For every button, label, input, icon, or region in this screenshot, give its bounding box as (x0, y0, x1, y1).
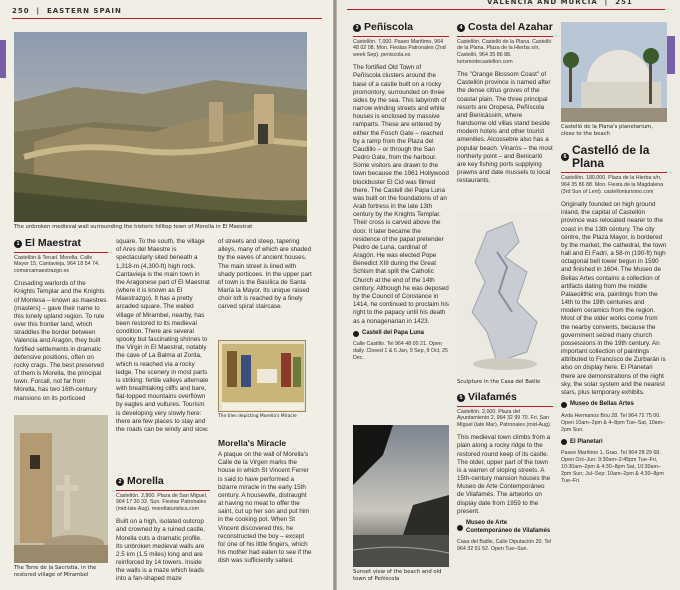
castell-head: Castell del Papa Luna (353, 330, 449, 338)
museo-bellas-artes-info: Avda Hermanos Bou 28. Tel 964 72 75 00. Open 10am–2pm & 4–8pm Tue–Sat, 10am–2pm Sun. (561, 412, 665, 433)
entry-number: 2 (116, 478, 124, 486)
tower-photo-caption: The Torre de la Sacristía, in the restored village of Mirambel (14, 565, 97, 578)
sculpture-caption: Sculpture in the Casa del Batlle (457, 379, 541, 385)
sight-icon (457, 525, 463, 531)
morella-text-continued: of streets and steep, tapering alleys, many of which are shaded by the eaves of ancient houses. The main street is lined with shady porticoes. In the upper part of town is the Basílica de Santa María la Mayor. Its unique raised choir loft is reached by a finely carved spiral staircase. (218, 238, 312, 311)
morella-walls-photo (14, 32, 307, 222)
miracle-box (218, 436, 312, 567)
peniscola-sunset-photo (353, 425, 449, 567)
left-column-1 (14, 238, 108, 405)
museo-bellas-artes-head: Museo de Bellas Artes (561, 401, 667, 409)
left-page (0, 0, 333, 590)
morella-entry (116, 476, 210, 586)
left-column-2 (116, 238, 210, 436)
vilafames-entry (457, 392, 553, 558)
right-running-head: VALENCIA AND MURCIA | 251 (487, 0, 633, 6)
planetari-info: Paseo Marítimo 1, Grao. Tel 964 28 29 68. Open Oct–Jun: 9:30am–2:45pm Tue–Fri, 10:30am–2pm & 4:30–8pm Sat, 10:30am–2pm Sun; Jul–Sep: 10am–2pm & 4:30–8pm Tue–Fri. (561, 450, 664, 484)
left-column-3 (218, 238, 312, 314)
museo-vilafames-head: Museo de Arte Contemporáneo de Vilafamés (457, 520, 553, 536)
morella-text: Built on a high, isolated outcrop and crowned by a ruined castle, Morella cuts a dramatic profile. Its unbroken medieval walls are 2.5 km (1.5 miles) long and are reinforced by 14 towers. Inside the walls is a maze which leads into a fan-shaped maze (116, 518, 205, 583)
entry-number: 1 (14, 240, 22, 248)
peniscola-title: 3 Peñíscola (353, 22, 449, 34)
left-running-head: 250 | EASTERN SPAIN (12, 7, 122, 15)
planetarium-caption: Castelló de la Plana's planetarium, close to the beach (561, 124, 653, 137)
right-head-rule (347, 9, 665, 10)
vilafames-info: Castellón. 2,000. Plaza del Ayuntamiento 2, 964 32 99 70. Fri. San Miguel (late Mar), Patronales (mid-Aug). (457, 406, 553, 430)
entry-number: 3 (353, 24, 361, 32)
planetari-head: El Planetari (561, 439, 667, 447)
chapter-tab-left (0, 40, 6, 78)
museo-vilafames-info: Casa del Batlle, Calle Diputación 20. Tel 964 32 91 52. Open Tue–Sun. (457, 539, 552, 553)
mirambel-tower-photo (14, 415, 108, 563)
sculpture-photo (457, 212, 553, 377)
castello-title: 6 Castelló de la Plana (561, 144, 667, 170)
right-column-1 (353, 22, 449, 367)
right-column-3 (561, 144, 667, 490)
vilafames-text: This medieval town climbs from a plain along a rocky ridge to the restored round keep of its castle. The older, upper part of the town is a warren of sloping streets. A 15th-century mansion houses the Museo de Arte Contemporáneo de Vilafamés. The artworks on display date from 1959 to the present. (457, 434, 551, 515)
sight-icon (353, 331, 359, 337)
sight-icon (561, 439, 567, 445)
morella-miracle-tiles (218, 340, 306, 412)
miracle-text: A plaque on the wall of Morella's Calle de la Virgen marks the house in which St Vincent Ferrer is said to have performed a bizarre miracle in the early 15th century. A housewife, distraught at having no meat to offer the saint, cut up her son and put him in the cooking pot. When St Vincent discovered this, he reconstructed the boy – except for one of his little fingers, which his mother had eaten to see if the dish was sufficiently salted. (218, 451, 312, 565)
sunset-caption: Sunset view of the beach and old town of Peñíscola (353, 569, 442, 582)
castello-text: Originally founded on high ground inland, the capital of Castellón province was relocated nearer to the coast in the 13th century. The city centre, the Plaza Mayor, is bordered by the market, the cathedral, the town hall and El Fadrí, a 58-m (190-ft) high octagonal bell tower begun in 1590 and finished in 1604. The Museo de Bellas Artes contains a collection of artifacts dating from the middle Palaeolithic era, paintings from the 14th to the 19th centuries and modern ceramics from the region. Most of the older works come from the nearby convents, because the government seized many church possessions in the 19th century. An important collection of paintings attributed to Francisco de Zurbarán is also on display here. El Planetari there are demonstrations of the night sky, the solar system and the nearest stars, plus temporary exhibits. (561, 201, 667, 396)
peniscola-info: Castellón. 7,000. Paseo Marítimo, 964 48 02 08. Mon. Fiestas Patronales (2nd week Sep). peniscola.es (353, 36, 449, 60)
morella-info: Castellón. 2,800. Plaza de San Miguel, 964 17 30 32. Sun. Fiestas Patronales (mid-late Aug). morellaturistica.com (116, 490, 210, 514)
planetarium-photo (561, 22, 667, 122)
morella-title: 2 Morella (116, 476, 210, 488)
sight-icon (561, 402, 567, 408)
right-column-2 (457, 22, 553, 187)
right-page (337, 0, 680, 590)
miracle-title: Morella's Miracle (218, 438, 287, 448)
vilafames-title: 5 Vilafamés (457, 392, 553, 404)
entry-number: 4 (457, 24, 465, 32)
costa-azahar-text: The "Orange Blossom Coast" of Castellón province is named after the dense citrus groves of the coastal plain. The three principal resorts are Oropesa, Peñíscola and Benicàssim, where handsome old villas stand beside modern hotels and other tourist amenities. Alcossebre also has a popular beach. Vinaròs – the most northerly point – and Benicarló are key fishing ports supplying prawns and date mussels to local restaurants. (457, 71, 553, 185)
castello-info: Castellón. 180,000. Plaza de la Hierba s/n, 964 35 86 88. Mon. Fiesta de la Magdalena (3rd Sun of Lent). castellonturismo.com (561, 172, 667, 196)
castell-info: Calle Castillo. Tel 964 48 00 21. Open daily. Closed 1 & 6 Jan, 9 Sep, 9 Oct, 25 Dec. (353, 341, 449, 362)
chapter-tab-right (667, 36, 675, 74)
costa-azahar-title: 4 Costa del Azahar (457, 22, 553, 34)
el-maestrat-text-2: square. To the south, the village of Ares del Maestre is spectacularly sited beneath a 1,318-m (4,300-ft) high rock. Cantavieja is the main town in the Aragonese part of El Maestrat (where it is known as El Maestrazgo). It has a pretty arcaded square. The walled village of Mirambel, nearby, has been restored to its medieval condition. There are several spooky but fascinating shrines to the Virgin in El Maestrat, notably the cave of La Balma at Zorita, which is reached via a rocky ledge. The scenery in most parts is striking: fertile valleys alternate with breathtaking cliffs and bare, flat-topped mountains overflown by eagles and vultures. Tourism is developing very slowly here: there are few places to stay and the roads can be windy and slow. (116, 238, 210, 433)
walls-photo-caption: The unbroken medieval wall surrounding the historic hilltop town of Morella in El Maestrat (14, 224, 253, 230)
left-head-rule (12, 18, 322, 19)
entry-number: 6 (561, 153, 569, 161)
el-maestrat-text-1: Crusading warlords of the Knights Templar and the Knights of Montesa – known as maestres (masters) – gave their name to this lonely upland region. To rule over this frontier land, which straddles the border between Valencia and Aragón, they built fortified settlements in dramatic defensive positions, often on rocky crags. The best preserved of them is Morella, the principal town. Forcall, not far from Morella, has two 16th-century mansions on its porticoed (14, 280, 107, 402)
costa-azahar-info: Castellón. Castelló de la Plana. Castelló de la Plana. Plaza de la Hierba s/n, Castelló, 964 35 86 88. turismodecastellon.com (457, 36, 553, 67)
peniscola-text: The fortified Old Town of Peñíscola clusters around the base of a castle built on a rocky promontory, surrounded on three sides by the sea. This labyrinth of narrow winding streets and white houses is enclosed by massive ramparts. These are entered by either the Fosch Gate – reached by a ramp from the Plaza del Caudillo – or through the San Pedro Gate, from the harbour. Some visitors are drawn to the town because the 1961 Hollywood blockbuster El Cid was filmed there. The Castell del Papa Luna was built on the foundations of an Arab fortress in the late 13th century by the Knights Templar. Their cross is carved above the door. It later became the residence of the papal pretender Pedro de Luna, cardinal of Aragón. He was elected Pope Benedict XIII during the Great Schism that split the Catholic Church at the end of the 14th century. Although he was deposed by the Council of Constance in 1414, he continued to proclaim his right to the papacy until his death as a nonagenarian in 1423. (353, 64, 449, 325)
el-maestrat-info: Castellón & Teruel. Morella. Calle Mayor 15, Cantavieja, 964 18 54 74. comarcamaestrazgo.es (14, 252, 108, 276)
tiles-caption: The tiles depicting Morella's Miracle (218, 414, 297, 419)
entry-number: 5 (457, 394, 465, 402)
el-maestrat-title: 1 El Maestrat (14, 238, 108, 250)
